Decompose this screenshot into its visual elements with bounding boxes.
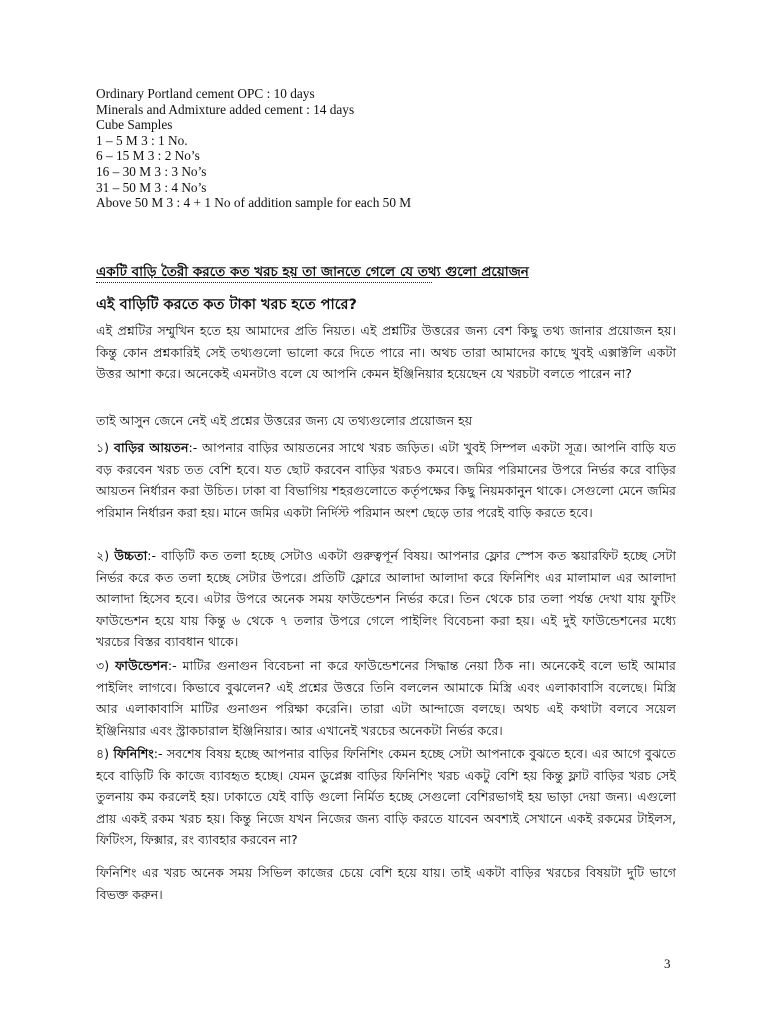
section-heading: একটি বাড়ি তৈরী করতে কত খরচ হয় তা জানতে গেলে যে তথ্য গুলো প্রয়োজন [96, 264, 529, 280]
spec-line: 6 – 15 M 3 : 2 No’s [96, 148, 200, 164]
spec-line: Ordinary Portland cement OPC : 10 days [96, 86, 315, 101]
spec-line: 1 – 5 M 3 : 1 No. [96, 132, 188, 148]
spec-line: Cube Samples [96, 117, 173, 133]
cement-specs [96, 86, 656, 211]
point-text: :- মাটির গুনাগুন বিবেচনা না করে ফাউন্ডেশনের সিদ্ধান্ত নেয়া ঠিক না। অনেকেই বলে ভাই আমার পাইলিং লাগবে। কিভাবে বুঝলেন? এই প্রশ্নের উত্তরে তিনি বললেন আমাকে মিস্ত্রি এবং এলাকাবাসি বলেছে। মিস্ত্রি আর এলাকাবাসি মাটির গুনাগুন পরিক্ষা করেনি। তারা এটা আন্দাজে বলছে। অথচ এই কথাটা বলবে সয়েল ইঞ্জিনিয়ার এবং স্ট্রাকচারাল ইঞ্জিনিয়ার। আর এখানেই খরচের অনেকটা নির্ভর করে। [96, 658, 676, 738]
spec-line: Above 50 M 3 : 4 + 1 No of addition sample for each 50 M [96, 195, 412, 211]
point-paragraph-4 [96, 743, 676, 851]
point-text: :- সবশেষ বিষয় হচ্ছে আপনার বাড়ির ফিনিশিং কেমন হচ্ছে সেটা আপনাকে বুঝতে হবে। এর আগে বুঝতে হবে বাড়িটি কি কাজে ব্যাবহৃত হচ্ছে। যেমন ডুপ্লেক্স বাড়ির ফিনিশিং খরচ একটু বেশি হয় কিন্তু ফ্লাট বাড়ির খরচ সেই তুলনায় কম করলেই হয়। ঢাকাতে যেই বাড়ি গুলো নির্মিত হচ্ছে সেগুলো বেশিরভাগই হয় ভাড়া দেয়া জন্য। এগুলো প্রায় একই রকম খরচ হয়। কিন্তু নিজে যখন নিজের জন্য বাড়ি করতে যাবেন অবশ্যই সেখানে একই রকমের টাইলস, ফিটিংস, ফিক্সার, রং ব্যাবহার করবেন না? [96, 746, 676, 847]
point-paragraph-3 [96, 655, 676, 741]
point-number: ১) [96, 440, 110, 455]
point-title: ফিনিশিং [113, 746, 154, 761]
point-paragraph-2 [96, 545, 676, 653]
dotted-divider [96, 280, 432, 283]
sub-heading: এই বাড়িটি করতে কত টাকা খরচ হতে পারে? [96, 297, 357, 313]
point-number: ৩) [96, 658, 110, 673]
spec-line: Minerals and Admixture added cement : 14 days [96, 101, 355, 117]
intro-paragraph: এই প্রশ্নটির সম্মুখিন হতে হয় আমাদের প্রতি নিয়ত। এই প্রশ্নটির উত্তরের জন্য বেশ কিছু তথ্য জানার প্রয়োজন হয়। কিন্তু কোন প্রশ্নকারিই সেই তথ্যগুলো ভালো করে দিতে পারে না। অথচ তারা আমাদের কাছে খুবই এক্সাক্টলি একটা উত্তর আশা করে। অনেকেই এমনটাও বলে যে আপনি কেমন ইঞ্জিনিয়ার হয়েছেন যে খরচটা বলতে পারেন না? [96, 323, 676, 381]
point-title: উচ্চতা [114, 548, 148, 563]
spec-line: 31 – 50 M 3 : 4 No’s [96, 179, 207, 195]
point-paragraph-1 [96, 437, 676, 523]
point-title: ফাউন্ডেশন [115, 658, 168, 673]
point-title: বাড়ির আয়তন [113, 440, 189, 455]
closing-paragraph: ফিনিশিং এর খরচ অনেক সময় সিভিল কাজের চেয়ে বেশি হয়ে যায়। তাই একটা বাড়ির খরচের বিষয়টা দুটি ভাগে বিভক্ত করুন। [96, 865, 676, 902]
point-text: :- বাড়িটি কত তলা হচ্ছে সেটাও একটা গুরুত্বপূর্ন বিষয়। আপনার ফ্লোর স্পেস কত স্কয়ারফিট হচ্ছে সেটা নির্ভর করে কত তলা হচ্ছে সেটার উপরে। প্রতিটি ফ্লোরে আলাদা আলাদা করে ফিনিশিং এর মালামাল এর আলাদা আলাদা হিসেব হবে। এটার উপরে অনেক সময় ফাউন্ডেশন নির্ভর করে। তিন থেকে চার তলা পর্যন্ত দেখা যায় ফুটিং ফাউন্ডেশন হয়ে যায় কিন্তু ৬ থেকে ৭ তলার উপরে গেলে পাইলিং বিবেচনা করা হয়। এই দুই ফাউন্ডেশনের মধ্যে খরচের বিস্তর ব্যাবধান থাকে। [96, 548, 676, 649]
lead-paragraph: তাই আসুন জেনে নেই এই প্রশ্নের উত্তরের জন্য যে তথ্যগুলোর প্রয়োজন হয় [96, 413, 473, 428]
page-number: 3 [664, 956, 671, 971]
spec-line: 16 – 30 M 3 : 3 No’s [96, 163, 207, 179]
point-number: ৪) [96, 746, 110, 761]
point-number: ২) [96, 548, 110, 563]
point-text: :- আপনার বাড়ির আয়তনের সাথে খরচ জড়িত। এটা খুবই সিম্পল একটা সূত্র। আপনি বাড়ি যত বড় করবেন খরচ তত বেশি হবে। যত ছোট করবেন বাড়ির খরচও কমবে। জমির পরিমানের উপরে নির্ভর করে বাড়ির আয়তন নির্ধারন করা উচিত। ঢাকা বা বিভাগিয় শহরগুলোতে কর্তৃপক্ষের কিছু নিয়মকানুন থাকে। সেগুলো মেনে জমির পরিমান নির্ধারন করা হয়। মানে জমির একটা নির্দিস্ট পরিমান অংশ ছেড়ে তার পরেই বাড়ি করতে হবে। [96, 440, 676, 520]
